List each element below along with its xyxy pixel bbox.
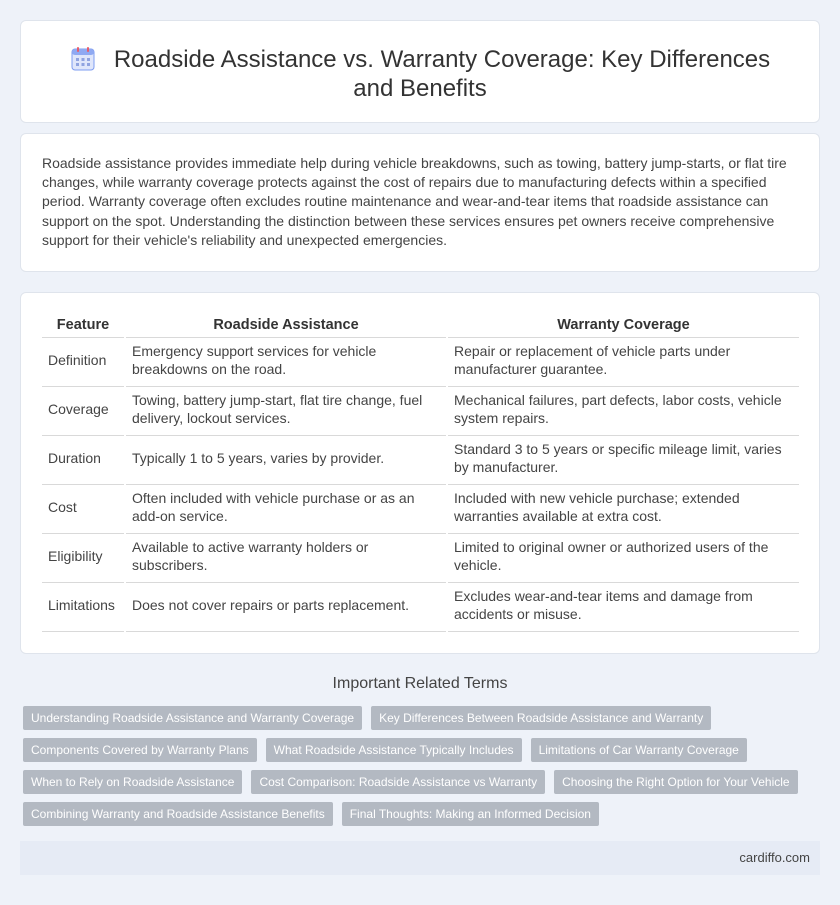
feature-cell: Definition [42,337,125,386]
feature-cell: Limitations [42,582,125,631]
related-terms-heading: Important Related Terms [332,675,508,692]
warranty-cell: Standard 3 to 5 years or specific mileage limit, varies by manufacturer. [447,435,799,484]
warranty-cell: Limited to original owner or authorized users of the vehicle. [447,533,799,582]
related-term-tag[interactable]: Choosing the Right Option for Your Vehicle [554,770,797,794]
page-title-wrap [51,45,789,103]
related-term-tag[interactable]: Components Covered by Warranty Plans [23,738,257,762]
feature-cell: Eligibility [42,533,125,582]
roadside-cell: Often included with vehicle purchase or as an add-on service. [125,484,447,533]
related-term-tag[interactable]: Combining Warranty and Roadside Assistance Benefits [23,802,333,826]
column-header: Feature [42,315,125,337]
intro-card [20,133,820,272]
related-term-tag[interactable]: Cost Comparison: Roadside Assistance vs Warranty [251,770,545,794]
related-term-tag[interactable]: Understanding Roadside Assistance and Warranty Coverage [23,706,362,730]
table-row [42,435,799,484]
warranty-cell: Included with new vehicle purchase; extended warranties available at extra cost. [447,484,799,533]
footer-bar [20,841,820,875]
column-header: Roadside Assistance [125,315,447,337]
related-terms-list [23,706,813,826]
feature-cell: Duration [42,435,125,484]
table-row [42,337,799,386]
related-term-tag[interactable]: What Roadside Assistance Typically Includes [266,738,522,762]
feature-cell: Cost [42,484,125,533]
table-row [42,386,799,435]
related-term-tag[interactable]: When to Rely on Roadside Assistance [23,770,242,794]
calendar-icon [70,46,96,72]
header-card [20,20,820,123]
intro-paragraph: Roadside assistance provides immediate help during vehicle breakdowns, such as towing, battery jump-starts, or flat tire changes, while warranty coverage protects against the cost of repairs due to manufacturing defects within a specified period. Warranty coverage often excludes routine maintenance and wear-and-tear items that roadside assistance can support on the spot. Understanding the distinction between these services ensures pet owners receive comprehensive support for their vehicle's reliability and unexpected emergencies. [42,155,787,248]
roadside-cell: Does not cover repairs or parts replacement. [125,582,447,631]
footer-brand-link[interactable]: cardiffo.com [739,850,810,865]
comparison-table [42,315,799,632]
roadside-cell: Towing, battery jump-start, flat tire change, fuel delivery, lockout services. [125,386,447,435]
roadside-cell: Available to active warranty holders or subscribers. [125,533,447,582]
related-term-tag[interactable]: Final Thoughts: Making an Informed Decision [342,802,599,826]
related-term-tag[interactable]: Key Differences Between Roadside Assistance and Warranty [371,706,711,730]
roadside-cell: Emergency support services for vehicle breakdowns on the road. [125,337,447,386]
table-row [42,582,799,631]
table-header-row [42,315,799,337]
page-title: Roadside Assistance vs. Warranty Coverage: Key Differences and Benefits [113,46,771,102]
warranty-cell: Repair or replacement of vehicle parts under manufacturer guarantee. [447,337,799,386]
table-row [42,533,799,582]
roadside-cell: Typically 1 to 5 years, varies by provider. [125,435,447,484]
warranty-cell: Mechanical failures, part defects, labor costs, vehicle system repairs. [447,386,799,435]
warranty-cell: Excludes wear-and-tear items and damage from accidents or misuse. [447,582,799,631]
column-header: Warranty Coverage [447,315,799,337]
comparison-card [20,292,820,654]
feature-cell: Coverage [42,386,125,435]
table-row [42,484,799,533]
related-term-tag[interactable]: Limitations of Car Warranty Coverage [531,738,747,762]
